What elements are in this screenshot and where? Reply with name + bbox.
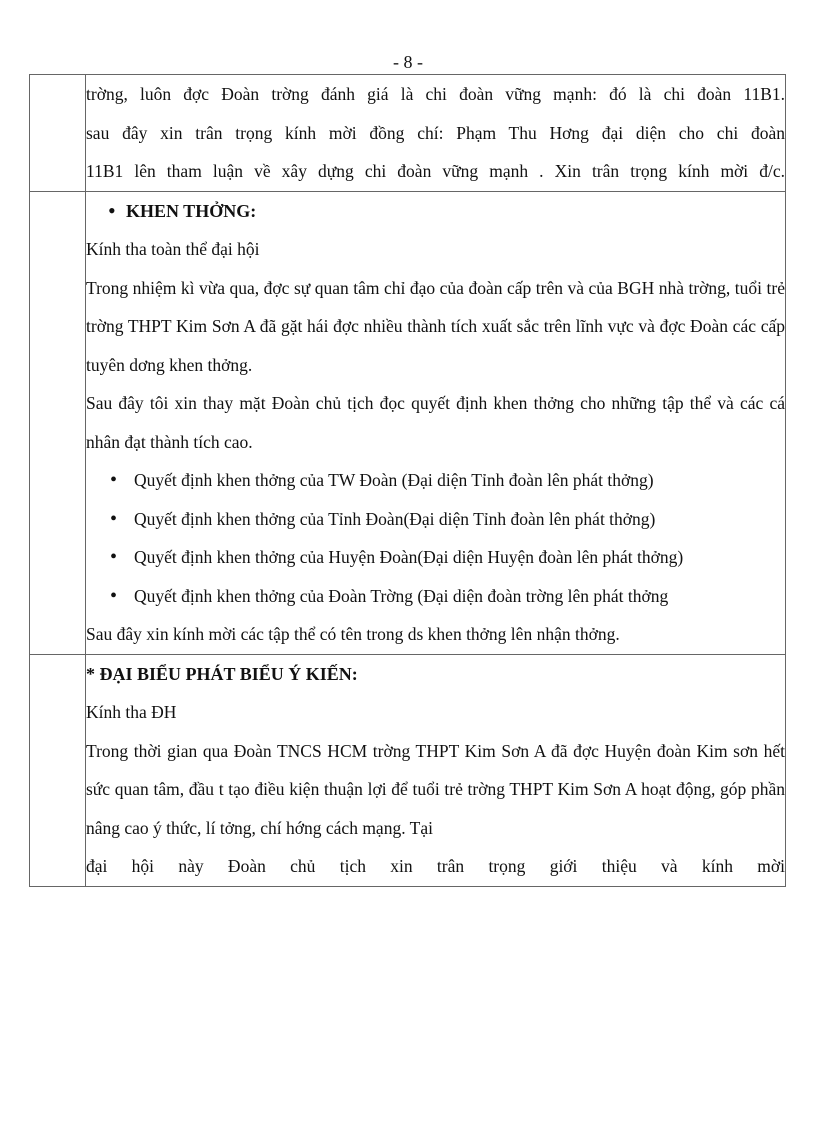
left-column-cell bbox=[30, 654, 86, 886]
delegate-cell bbox=[86, 654, 786, 886]
list-item bbox=[110, 500, 785, 539]
award-heading-text: KHEN THỞNG: bbox=[126, 200, 257, 221]
bullet-icon: • bbox=[108, 197, 116, 223]
list-item bbox=[110, 461, 785, 500]
award-paragraph: Sau đây tôi xin thay mặt Đoàn chủ tịch đọc quyết định khen thởng cho những tập thể và các cá nhân đạt thành tích cao. bbox=[86, 393, 785, 452]
award-paragraph: Trong nhiệm kì vừa qua, đợc sự quan tâm chỉ đạo của đoàn cấp trên và của BGH nhà trờng, tuổi trẻ trờng THPT Kim Sơn A đã gặt hái đợc nhiều thành tích xuất sắc trên lĩnh vực và đợc Đoàn các cấp tuyên dơng khen thởng. bbox=[86, 277, 785, 375]
award-cell bbox=[86, 191, 786, 654]
program-table bbox=[29, 74, 786, 887]
bullet-icon: • bbox=[110, 546, 118, 568]
intro-cell bbox=[86, 75, 786, 192]
list-item bbox=[110, 538, 785, 577]
bullet-icon: • bbox=[110, 507, 118, 530]
decision-text: Quyết định khen thởng của Đoàn Trờng (Đại diện đoàn trờng lên phát thởng bbox=[134, 585, 669, 606]
delegate-heading: * ĐẠI BIỂU PHÁT BIỂU Ý KIẾN: bbox=[86, 663, 358, 684]
award-closing: Sau đây xin kính mời các tập thể có tên trong ds khen thởng lên nhận thởng. bbox=[86, 624, 620, 644]
decision-text: Quyết định khen thởng của Tỉnh Đoàn(Đại diện Tỉnh đoàn lên phát thởng) bbox=[134, 508, 656, 529]
award-heading bbox=[86, 192, 785, 231]
list-item bbox=[110, 577, 785, 616]
table-row-award bbox=[30, 191, 786, 654]
left-column-cell bbox=[30, 191, 86, 654]
table-row-intro bbox=[30, 75, 786, 192]
award-greeting: Kính tha toàn thể đại hội bbox=[86, 239, 260, 259]
decision-text: Quyết định khen thởng của TW Đoàn (Đại diện Tỉnh đoàn lên phát thởng) bbox=[134, 470, 654, 490]
intro-line: trờng, luôn đợc Đoàn trờng đánh giá là chi đoàn vững mạnh: đó là chi đoàn 11B1. bbox=[86, 84, 785, 104]
decision-list bbox=[86, 461, 785, 615]
table-row-delegate bbox=[30, 654, 786, 886]
decision-text: Quyết định khen thởng của Huyện Đoàn(Đại diện Huyện đoàn lên phát thởng) bbox=[134, 547, 684, 567]
page-number: - 8 - bbox=[393, 52, 423, 72]
left-column-cell bbox=[30, 75, 86, 192]
bullet-icon: • bbox=[110, 469, 118, 491]
delegate-paragraph: Trong thời gian qua Đoàn TNCS HCM trờng THPT Kim Sơn A đã đợc Huyện đoàn Kim sơn hết sức quan tâm, đầu t tạo điều kiện thuận lợi để tuổi trẻ trờng THPT Kim Sơn A hoạt động, góp phần nâng cao ý thức, lí tởng, chí hớng cách mạng. Tại bbox=[86, 740, 785, 838]
intro-line: 11B1 lên tham luận về xây dựng chi đoàn vững mạnh . Xin trân trọng kính mời đ/c. bbox=[86, 161, 785, 181]
delegate-greeting: Kính tha ĐH bbox=[86, 702, 177, 722]
bullet-icon: • bbox=[110, 584, 118, 607]
delegate-paragraph-last: đại hội này Đoàn chủ tịch xin trân trọng giới thiệu và kính mời bbox=[86, 856, 785, 876]
intro-line: sau đây xin trân trọng kính mời đồng chí: Phạm Thu Hơng đại diện cho chi đoàn bbox=[86, 122, 785, 143]
